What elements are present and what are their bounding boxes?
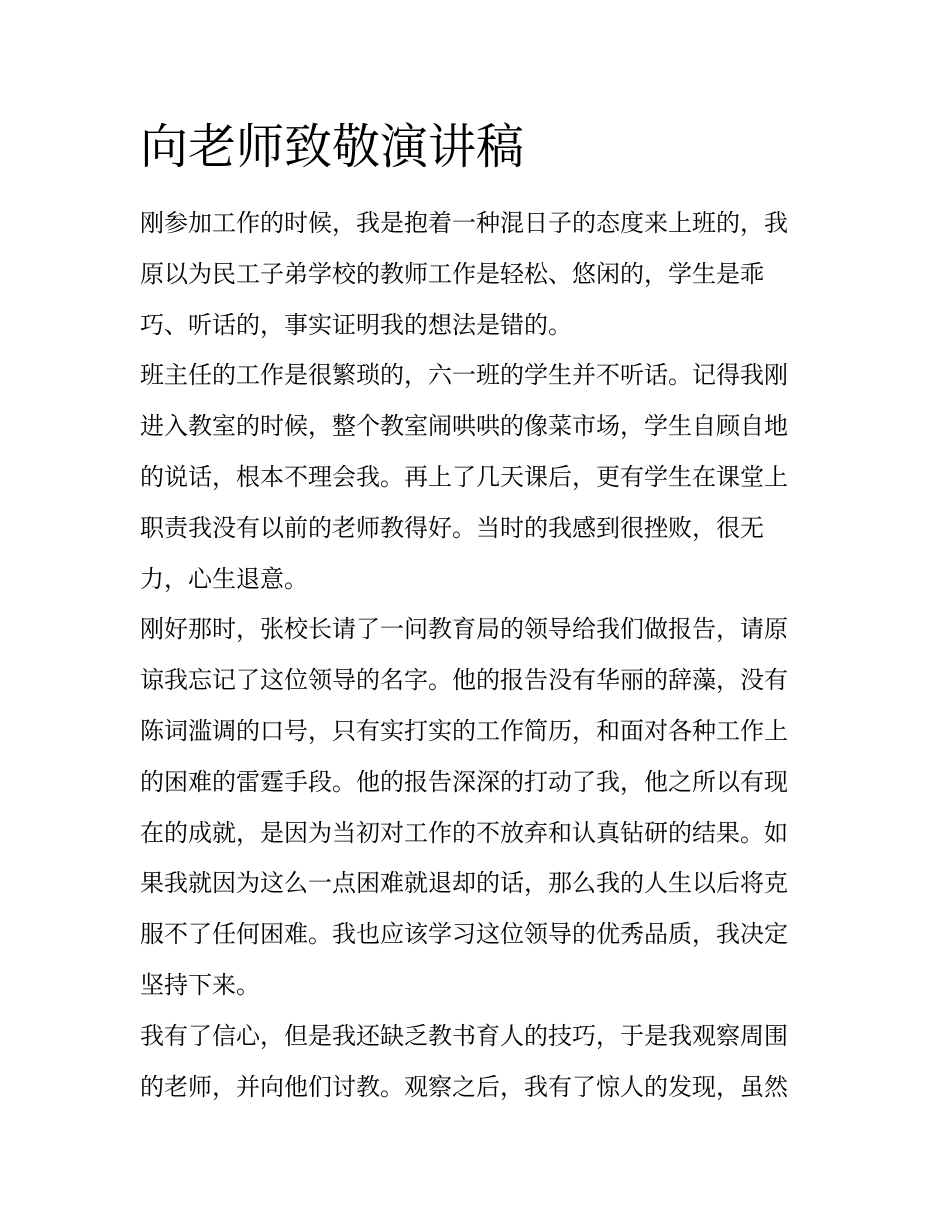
text-line: 刚参加工作的时候，我是抱着一种混日子的态度来上班的，我 [140,209,788,237]
text-line: 服不了任何困难。我也应该学习这位领导的优秀品质，我决定 [140,920,788,949]
text-line: 陈词滥调的口号，只有实打实的工作简历，和面对各种工作上 [140,716,788,745]
text-line: 原以为民工子弟学校的教师工作是轻松、悠闲的，学生是乖 [140,259,764,288]
text-line: 果我就因为这么一点困难就退却的话，那么我的人生以后将克 [140,869,788,898]
text-line: 力，心生退意。 [140,564,308,593]
text-line: 在的成就，是因为当初对工作的不放弃和认真钻研的结果。如 [140,818,788,847]
text-line: 的困难的雷霆手段。他的报告深深的打动了我，他之所以有现 [140,767,788,796]
text-line: 职责我没有以前的老师教得好。当时的我感到很挫败，很无 [140,513,764,542]
text-line: 谅我忘记了这位领导的名字。他的报告没有华丽的辞藻，没有 [140,666,788,695]
text-line: 的老师，并向他们讨教。观察之后，我有了惊人的发现，虽然 [140,1072,788,1101]
text-line: 进入教室的时候，整个教室闹哄哄的像菜市场，学生自顾自地 [140,412,788,441]
text-line: 坚持下来。 [140,970,260,999]
document-body [140,198,815,1112]
text-line: 刚好那时，张校长请了一问教育局的领导给我们做报告，请原 [140,615,788,644]
text-line: 巧、听话的，事实证明我的想法是错的。 [140,310,572,339]
text-line: 的说话，根本不理会我。再上了几天课后，更有学生在课堂上 [140,462,788,491]
document-title: 向老师致敬演讲稿 [140,119,525,175]
text-line: 班主任的工作是很繁琐的，六一班的学生并不听话。记得我刚 [140,361,788,390]
text-line: 我有了信心，但是我还缺乏教书育人的技巧，于是我观察周围 [140,1021,788,1050]
